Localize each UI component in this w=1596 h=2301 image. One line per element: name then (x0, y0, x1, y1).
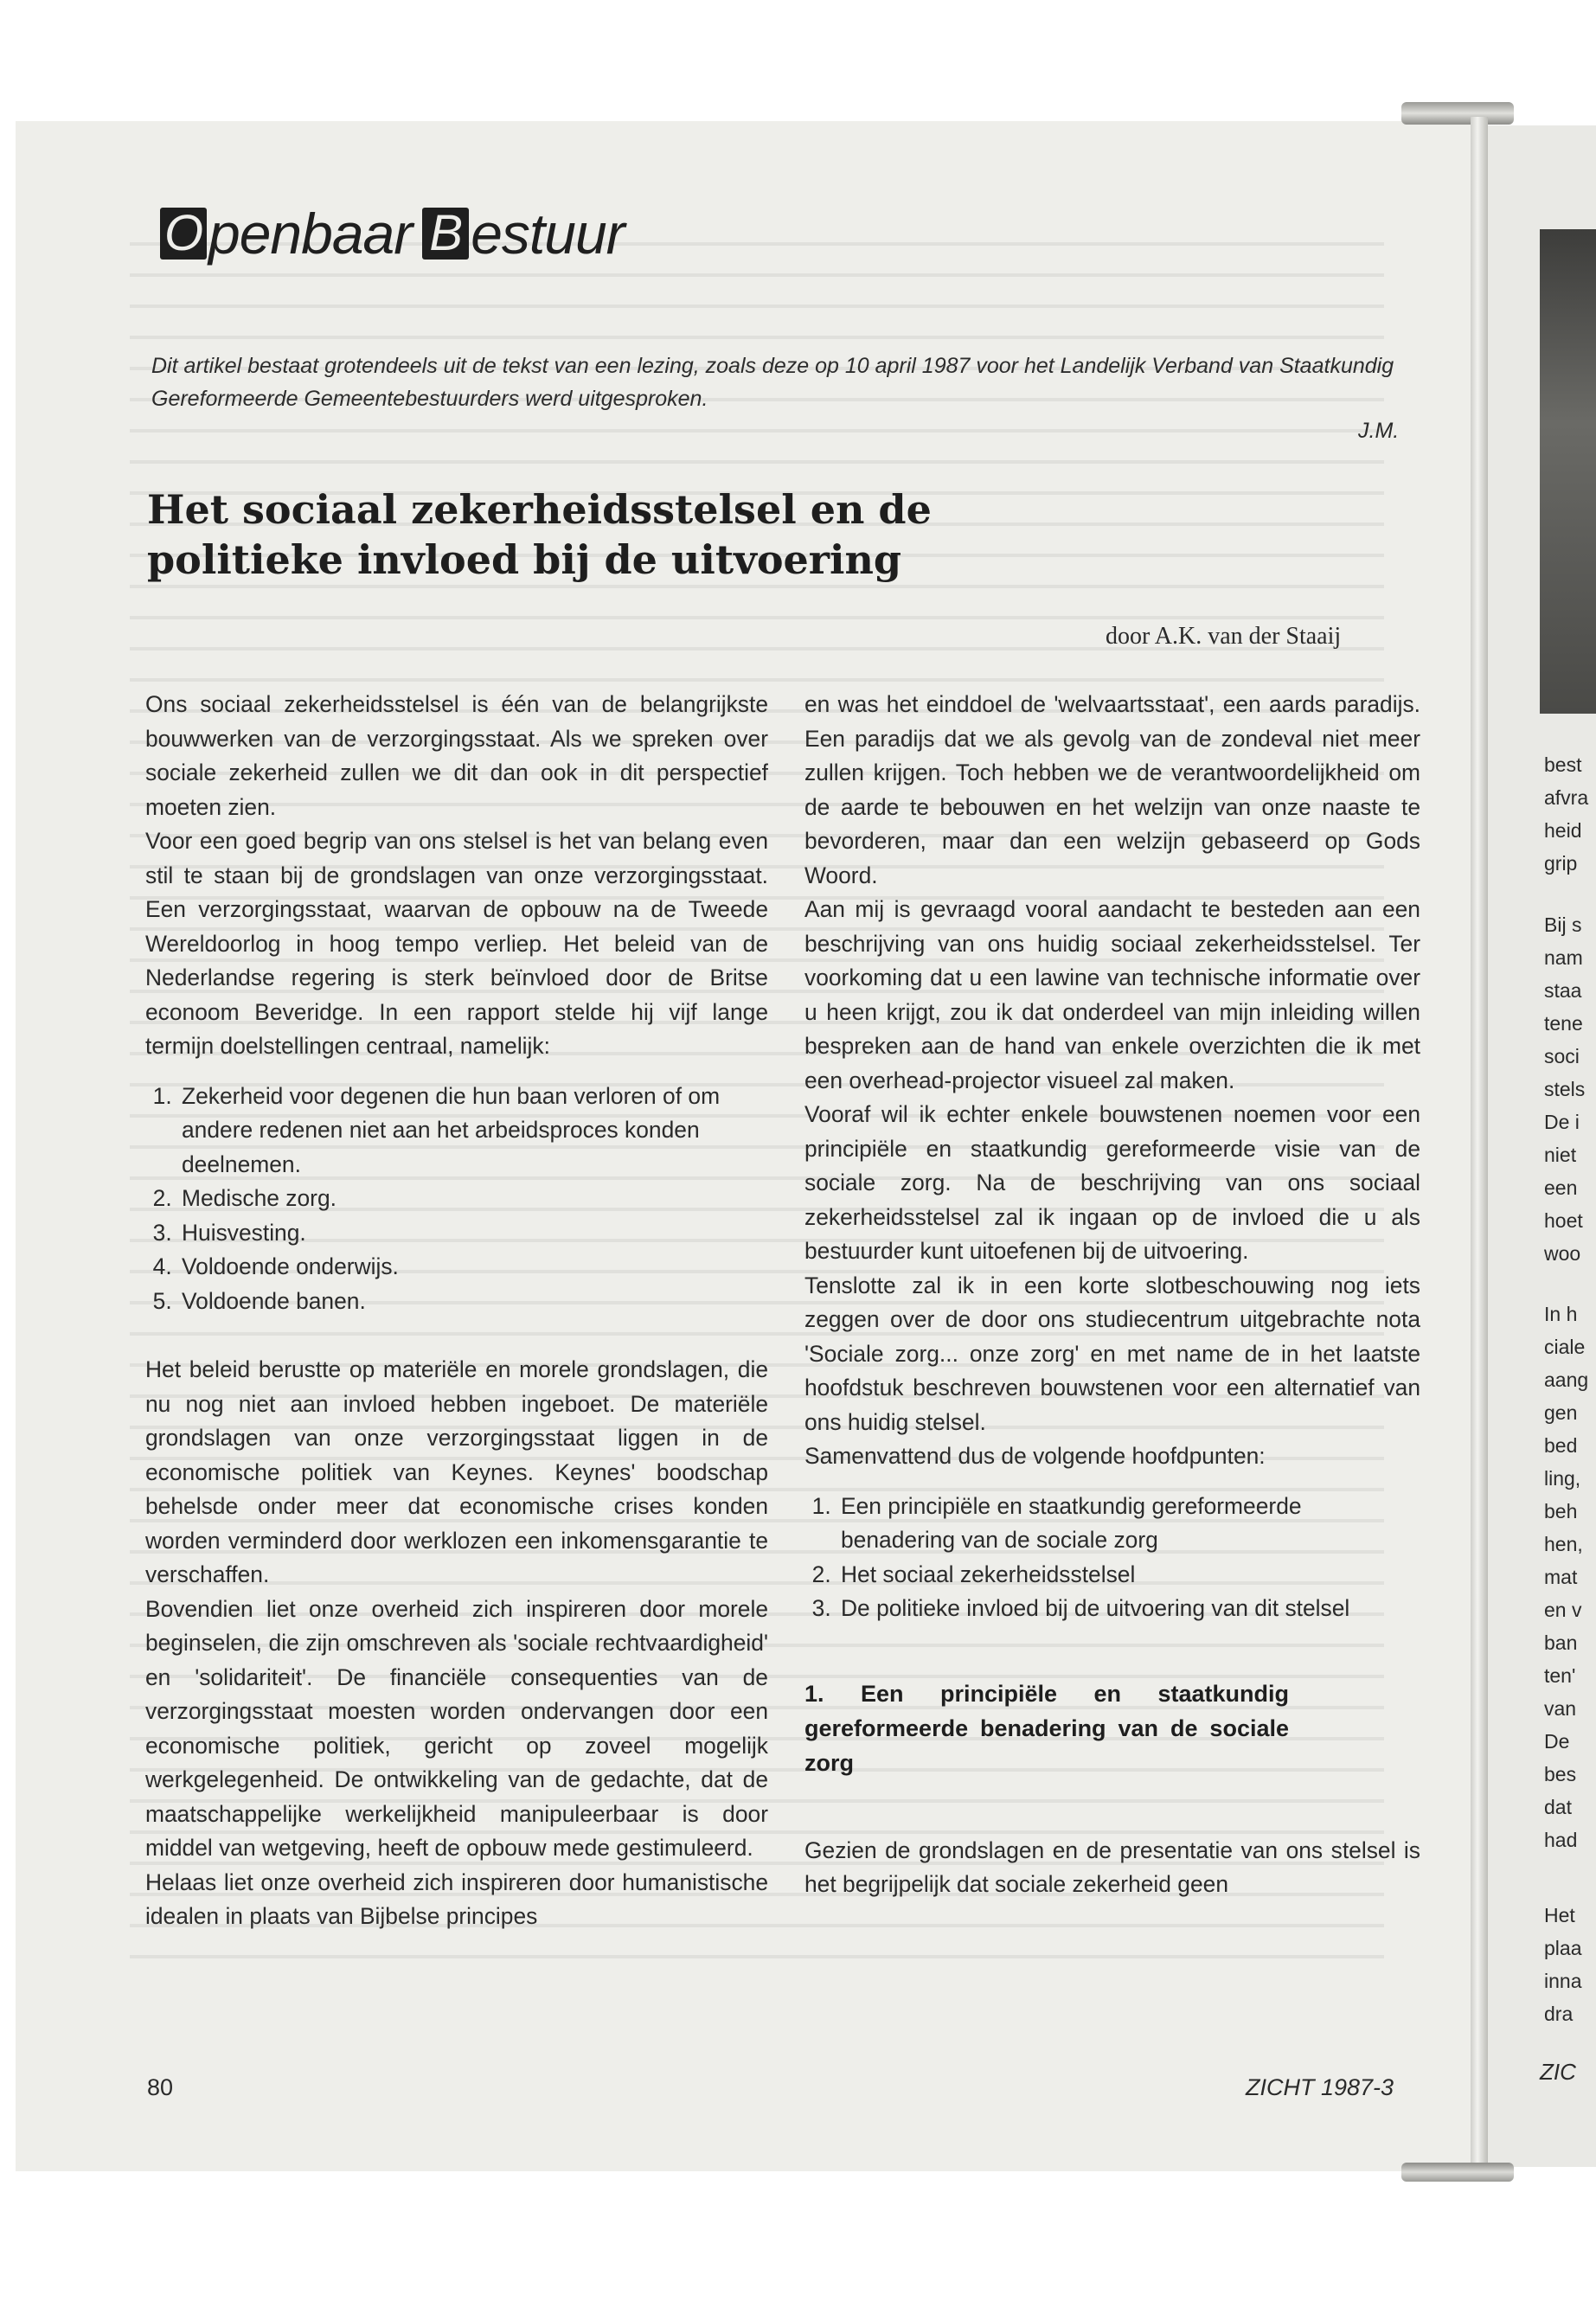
book-spine (1471, 117, 1488, 2176)
logo-word-openbaar: penbaar (208, 202, 413, 266)
byline: door A.K. van der Staaij (1106, 623, 1342, 650)
main-points-list (804, 1490, 1420, 1626)
list-item: 2. Medische zorg. (178, 1182, 768, 1216)
logo-letter-o: O (160, 208, 207, 260)
paragraph: Ons sociaal zekerheidsstelsel is één van de belangrijkste bouwwerken van de verzorgingsstaat. Als we spreken over sociale zekerheid zullen we dit dan ook in dit perspectief moeten zien. (145, 691, 768, 820)
binding-clip-bottom (1401, 2163, 1514, 2182)
title-line-2: politieke invloed bij de uitvoering (147, 536, 902, 583)
adjacent-text-1: best afvra heid grip (1544, 753, 1589, 875)
right-column (804, 688, 1420, 1902)
journal-footer: ZICHT 1987-3 (1246, 2074, 1394, 2100)
adjacent-text-2: Bij s nam staa tene soci stels De i niet een hoet woo (1544, 913, 1586, 1265)
paragraph: Tenslotte zal ik in een korte slotbeschouwing nog iets zeggen over de door ons studiecentrum uitgebrachte nota 'Sociale zorg... onze zorg' en met name de in het laatste hoofdstuk beschreven bouwstenen voor een alternatief van ons huidig stelsel. (804, 1272, 1420, 1435)
intro-initials: J.M. (1358, 419, 1400, 443)
adjacent-photo (1540, 229, 1596, 714)
section-heading: 1. Een principiële en staatkundig gereformeerde benadering van de sociale zorg (804, 1680, 1289, 1776)
list-item: 4. Voldoende onderwijs. (178, 1250, 768, 1285)
section-logo (160, 201, 625, 266)
paragraph: Aan mij is gevraagd vooral aandacht te besteden aan een beschrijving van ons huidig sociaal zekerheidsstelsel. Ter voorkoming dat u een lawine van technische informatie over u heen krijgt, zou ik dat onderdeel van mijn inleiding willen bespreken aan de hand van enkele overzichten die ik met een overhead-projector visueel zal maken. (804, 896, 1420, 1093)
list-item: 5. Voldoende banen. (178, 1285, 768, 1319)
adjacent-footer: ZIC (1540, 2059, 1576, 2085)
logo-word-bestuur: estuur (471, 202, 625, 266)
binding-clip-top (1401, 102, 1514, 125)
list-item: 3. Huisvesting. (178, 1216, 768, 1251)
logo-letter-b: B (422, 208, 469, 260)
article-title (147, 484, 1272, 585)
intro-text: Dit artikel bestaat grotendeels uit de tekst van een lezing, zoals deze op 10 april 1987 voor het Landelijk Verband van Staatkundig Gereformeerde Gemeentebestuurders werd uitgesproken. (151, 354, 1394, 411)
paragraph: Vooraf wil ik echter enkele bouwstenen noemen voor een principiële en staatkundig gereformeerde visie van de sociale zorg. Na de beschrijving van ons sociaal zekerheidsstelsel zal ik ingaan op de invloed die u als bestuurder kunt uitoefenen bij de uitvoering. (804, 1101, 1420, 1264)
paragraph: Het beleid berustte op materiële en morele grondslagen, die nu nog niet aan invloed hebben ingeboet. De materiële grondslagen van onze verzorgingsstaat liggen in de economische politiek van Keynes. Keynes' boodschap behelsde onder meer dat economische crises konden worden verminderd door werklozen een inkomensgarantie te verschaffen. (145, 1356, 768, 1587)
list-item: 3. De politieke invloed bij de uitvoering van dit stelsel (837, 1592, 1420, 1626)
goals-list (145, 1080, 768, 1319)
adjacent-text-3: In h ciale aang gen bed ling, beh hen, mat en v ban ten' van De bes dat had (1544, 1303, 1589, 1851)
paragraph: Helaas liet onze overheid zich inspireren door humanistische idealen in plaats van Bijbelse principes (145, 1868, 768, 1929)
left-column (145, 688, 768, 1934)
list-item: 2. Het sociaal zekerheidsstelsel (837, 1558, 1420, 1593)
paragraph: en was het einddoel de 'welvaartsstaat', een aards paradijs. Een paradijs dat we als gevolg van de zondeval niet meer zullen krijgen. Toch hebben we de verantwoordelijkheid om de aarde te bebouwen en het welzijn van onze naaste te bevorderen, maar dan een welzijn gebaseerd op Gods Woord. (804, 691, 1420, 888)
title-line-1: Het sociaal zekerheidsstelsel en de (147, 486, 932, 533)
paragraph: Gezien de grondslagen en de presentatie van ons stelsel is het begrijpelijk dat sociale zekerheid geen (804, 1836, 1420, 1897)
paragraph: Bovendien liet onze overheid zich inspireren door morele beginselen, die zijn omschreven als 'sociale rechtvaardigheid' en 'solidariteit'. De financiële consequenties van de verzorgingsstaat moesten worden ondervangen door een economische politiek, gericht op zoveel mogelijk werkgelegenheid. De ontwikkeling van de gedachte, dat de maatschappelijke werkelijkheid manipuleerbaar is door middel van wetgeving, heeft de opbouw mede gestimuleerd. (145, 1595, 768, 1861)
adjacent-page (1488, 125, 1596, 2167)
list-item: 1. Een principiële en staatkundig gereformeerde benadering van de sociale zorg (837, 1490, 1420, 1558)
list-item: 1. Zekerheid voor degenen die hun baan verloren of om andere redenen niet aan het arbeidsproces konden deelnemen. (178, 1080, 768, 1183)
adjacent-text-4: Het plaa inna dra (1544, 1904, 1582, 2025)
paragraph: Voor een goed begrip van ons stelsel is het van belang even stil te staan bij de grondslagen van onze verzorgingsstaat. Een verzorgingsstaat, waarvan de opbouw na de Tweede Wereldoorlog in hoog tempo verliep. Het beleid van de Nederlandse regering is sterk beïnvloed door de Britse econoom Beveridge. In een rapport stelde hij vijf lange termijn doelstellingen centraal, namelijk: (145, 828, 768, 1059)
page-number: 80 (147, 2074, 174, 2100)
paragraph: Samenvattend dus de volgende hoofdpunten: (804, 1443, 1266, 1469)
